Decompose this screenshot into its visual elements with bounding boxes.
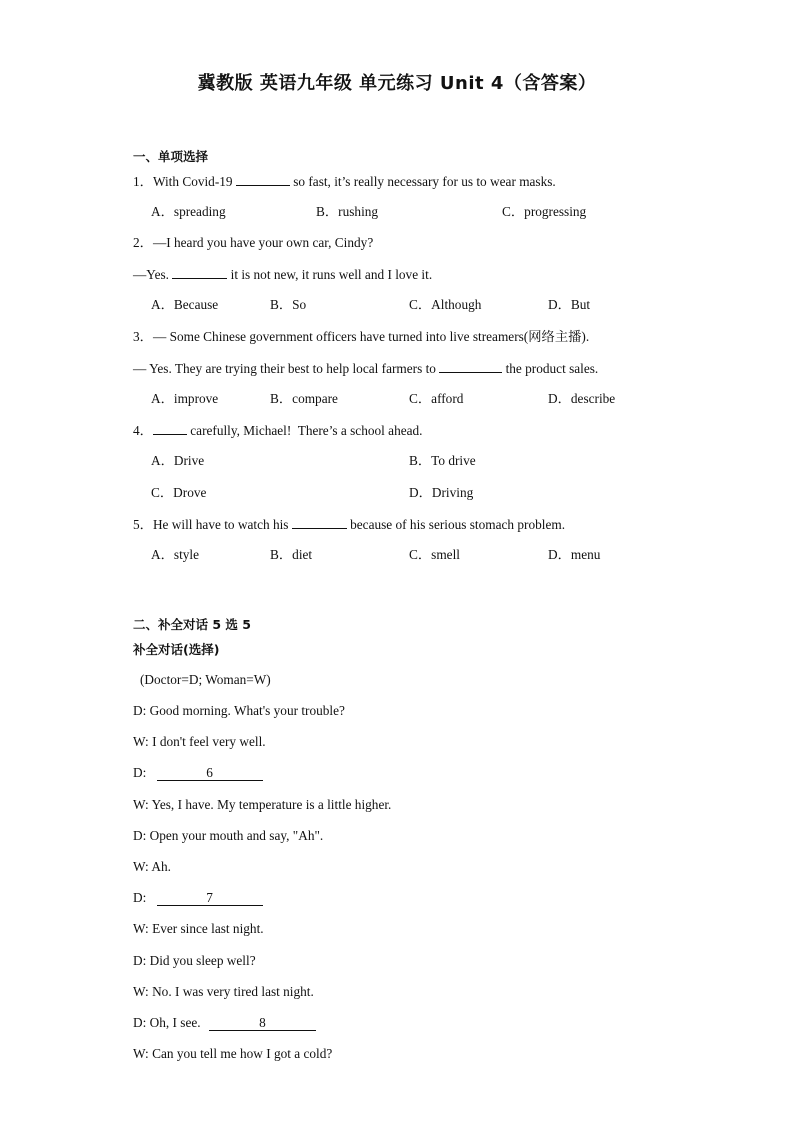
page-title: 冀教版 英语九年级 单元练习 Unit 4（含答案） (197, 73, 597, 94)
question-5-option-b: B．diet (270, 547, 313, 562)
question-5-option-d: D．menu (548, 547, 601, 562)
question-2-stem: 2．—I heard you have your own car, Cindy? (133, 235, 374, 250)
section-heading-dialogue: 二、补全对话 5 选 5 (133, 617, 251, 632)
question-5-option-c: C．smell (409, 547, 460, 562)
question-2-option-c: C．Although (409, 297, 482, 312)
dialogue-line-blank-6: D: 6 (133, 765, 263, 781)
dialogue-line: W: Yes, I have. My temperature is a little higher. (133, 797, 392, 812)
question-1-option-b: B．rushing (316, 204, 379, 219)
answer-blank (153, 422, 187, 435)
dialogue-line: D: Open your mouth and say, "Ah". (133, 828, 324, 843)
question-4-option-d: D．Driving (409, 485, 474, 500)
question-4-stem: 4． carefully, Michael! There’s a school ahead. (133, 423, 423, 438)
question-3-option-c: C．afford (409, 391, 464, 406)
question-3-option-a: A．improve (151, 391, 219, 406)
question-2-option-d: D．But (548, 297, 591, 312)
question-3-option-b: B．compare (270, 391, 338, 406)
dialogue-line: D: Good morning. What's your trouble? (133, 703, 345, 718)
dialogue-line: W: No. I was very tired last night. (133, 984, 314, 999)
question-1-option-a: A．spreading (151, 204, 226, 219)
dialogue-line: W: I don't feel very well. (133, 734, 266, 749)
answer-blank (236, 173, 290, 186)
question-3-option-d: D．describe (548, 391, 616, 406)
answer-blank (439, 360, 502, 373)
section-subheading: 补全对话(选择) (133, 642, 220, 657)
question-2-reply: —Yes. it is not new, it runs well and I love it. (133, 267, 433, 282)
dialogue-roles: (Doctor=D; Woman=W) (140, 672, 271, 687)
dialogue-line-blank-8: D: Oh, I see. 8 (133, 1015, 316, 1031)
question-2-option-b: B．So (270, 297, 307, 312)
dialogue-line-blank-7: D: 7 (133, 890, 263, 906)
question-5-option-a: A．style (151, 547, 200, 562)
dialogue-line: W: Can you tell me how I got a cold? (133, 1046, 333, 1061)
question-5-stem: 5．He will have to watch his because of his serious stomach problem. (133, 517, 566, 532)
section-heading-single-choice: 一、单项选择 (133, 149, 209, 164)
question-4-option-b: B．To drive (409, 453, 476, 468)
question-4-option-c: C．Drove (151, 485, 207, 500)
question-1-stem: 1．With Covid-19 so fast, it’s really necessary for us to wear masks. (133, 174, 556, 189)
question-1-option-c: C．progressing (502, 204, 587, 219)
answer-blank (292, 516, 347, 529)
question-2-option-a: A．Because (151, 297, 219, 312)
dialogue-line: W: Ah. (133, 859, 171, 874)
answer-blank-8: 8 (209, 1015, 316, 1031)
dialogue-line: W: Ever since last night. (133, 921, 264, 936)
dialogue-line: D: Did you sleep well? (133, 953, 256, 968)
answer-blank-6: 6 (157, 765, 263, 781)
question-3-reply: — Yes. They are trying their best to help local farmers to the product sales. (133, 361, 599, 376)
answer-blank-7: 7 (157, 890, 263, 906)
question-4-option-a: A．Drive (151, 453, 205, 468)
answer-blank (172, 266, 227, 279)
question-3-stem: 3．— Some Chinese government officers have turned into live streamers(网络主播). (133, 329, 590, 344)
